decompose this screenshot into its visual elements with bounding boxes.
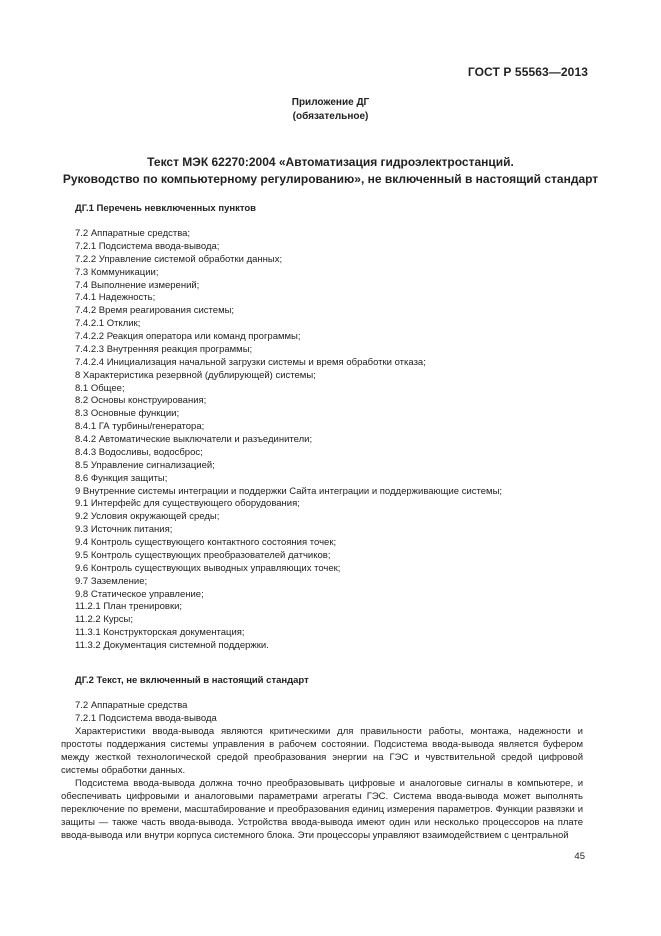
list-item: 11.3.1 Конструкторская документация; bbox=[75, 627, 245, 639]
appendix-status: (обязательное) bbox=[292, 111, 369, 122]
document-title-line-1: Текст МЭК 62270:2004 «Автоматизация гидроэлектростанций. bbox=[147, 155, 514, 169]
list-item: 7.4 Выполнение измерений; bbox=[75, 279, 200, 291]
list-item: 7.4.2.4 Инициализация начальной загрузки системы и время обработки отказа; bbox=[75, 356, 426, 368]
list-item: 9.8 Статическое управление; bbox=[75, 588, 204, 600]
list-item: 7.3 Коммуникации; bbox=[75, 266, 159, 278]
list-item: 8.4.1 ГА турбины/генератора; bbox=[75, 421, 205, 433]
appendix-title: Приложение ДГ bbox=[291, 97, 370, 108]
list-item: 9.4 Контроль существующего контактного состояния точек; bbox=[75, 537, 337, 548]
body-paragraph: Подсистема ввода-вывода должна точно преобразовывать цифровые и аналоговые сигналы в компьютере, и обеспечивать цифровыми и аналоговыми параметрами агрегаты ГЭС. Система ввода-вывода может выполнять переключение по времени, масштабирование и преобразования единиц измерения параметров. Функции развязки и защиты — также часть ввода-вывода. Устройства ввода-вывода имеют один или несколько процессоров на плате ввода-вывода или внутри корпуса системного блока. Эти процессоры управляют взаимодействием с центральной bbox=[61, 778, 583, 842]
document-id: ГОСТ Р 55563—2013 bbox=[467, 65, 588, 79]
list-item: 9.6 Контроль существующих выводных управляющих точек; bbox=[75, 562, 341, 574]
list-item: 8.5 Управление сигнализацией; bbox=[75, 459, 215, 471]
list-item: 7.2.1 Подсистема ввода-вывода; bbox=[75, 240, 220, 252]
list-item: 8.6 Функция защиты; bbox=[75, 472, 168, 484]
appendix-header bbox=[0, 96, 661, 124]
list-item: 7.2 Аппаратные средства; bbox=[75, 228, 191, 239]
list-item: 8.1 Общее; bbox=[75, 382, 125, 394]
document-title-line-2: Руководство по компьютерному регулированию», не включенный в настоящий стандарт bbox=[62, 172, 599, 186]
excluded-items-list bbox=[75, 228, 502, 653]
list-item: 8.3 Основные функции; bbox=[75, 408, 180, 420]
list-item: 9 Внутренние системы интеграции и поддержки Сайта интеграции и поддерживающие системы; bbox=[75, 485, 503, 497]
list-item: 7.4.2 Время реагирования системы; bbox=[75, 305, 235, 317]
list-item: 8.4.3 Водосливы, водосброс; bbox=[75, 446, 203, 458]
list-item: 9.7 Заземление; bbox=[75, 575, 148, 587]
list-item: 7.4.2.2 Реакция оператора или команд программы; bbox=[75, 331, 301, 342]
list-item: 9.3 Источник питания; bbox=[75, 524, 173, 536]
list-item: 8.4.2 Автоматические выключатели и разъединители; bbox=[75, 434, 313, 445]
list-item: 7.4.2.3 Внутренняя реакция программы; bbox=[75, 343, 253, 355]
subsection-heading: 7.2 Аппаратные средства bbox=[75, 700, 188, 711]
list-item: 9.2 Условия окружающей среды; bbox=[75, 511, 220, 523]
section-heading-dg2: ДГ.2 Текст, не включенный в настоящий стандарт bbox=[75, 675, 309, 686]
list-item: 11.2.2 Курсы; bbox=[75, 614, 134, 626]
document-title bbox=[0, 154, 661, 188]
subsection-heading: 7.2.1 Подсистема ввода-вывода bbox=[75, 713, 217, 724]
list-item: 9.1 Интерфейс для существующего оборудования; bbox=[75, 498, 300, 510]
list-item: 7.4.2.1 Отклик; bbox=[75, 318, 141, 330]
list-item: 7.2.2 Управление системой обработки данных; bbox=[75, 253, 283, 265]
list-item: 7.4.1 Надежность; bbox=[75, 292, 156, 304]
list-item: 11.3.2 Документация системной поддержки. bbox=[75, 640, 269, 651]
list-item: 11.2.1 План тренировки; bbox=[75, 601, 183, 613]
list-item: 8 Характеристика резервной (дублирующей) системы; bbox=[75, 369, 316, 381]
section-heading-dg1: ДГ.1 Перечень невключенных пунктов bbox=[75, 203, 257, 214]
page-number: 45 bbox=[574, 851, 585, 862]
list-item: 9.5 Контроль существующих преобразователей датчиков; bbox=[75, 549, 331, 561]
body-paragraph: Характеристики ввода-вывода являются критическими для правильности работы, монтажа, надежности и простоты поддержания системы управления в рабочем состоянии. Подсистема ввода-вывода является буфером между жесткой технологической средой преобразования энергии на ГЭС и чувствительной средой цифровой системы обработки данных. bbox=[61, 726, 583, 777]
list-item: 8.2 Основы конструирования; bbox=[75, 395, 207, 407]
